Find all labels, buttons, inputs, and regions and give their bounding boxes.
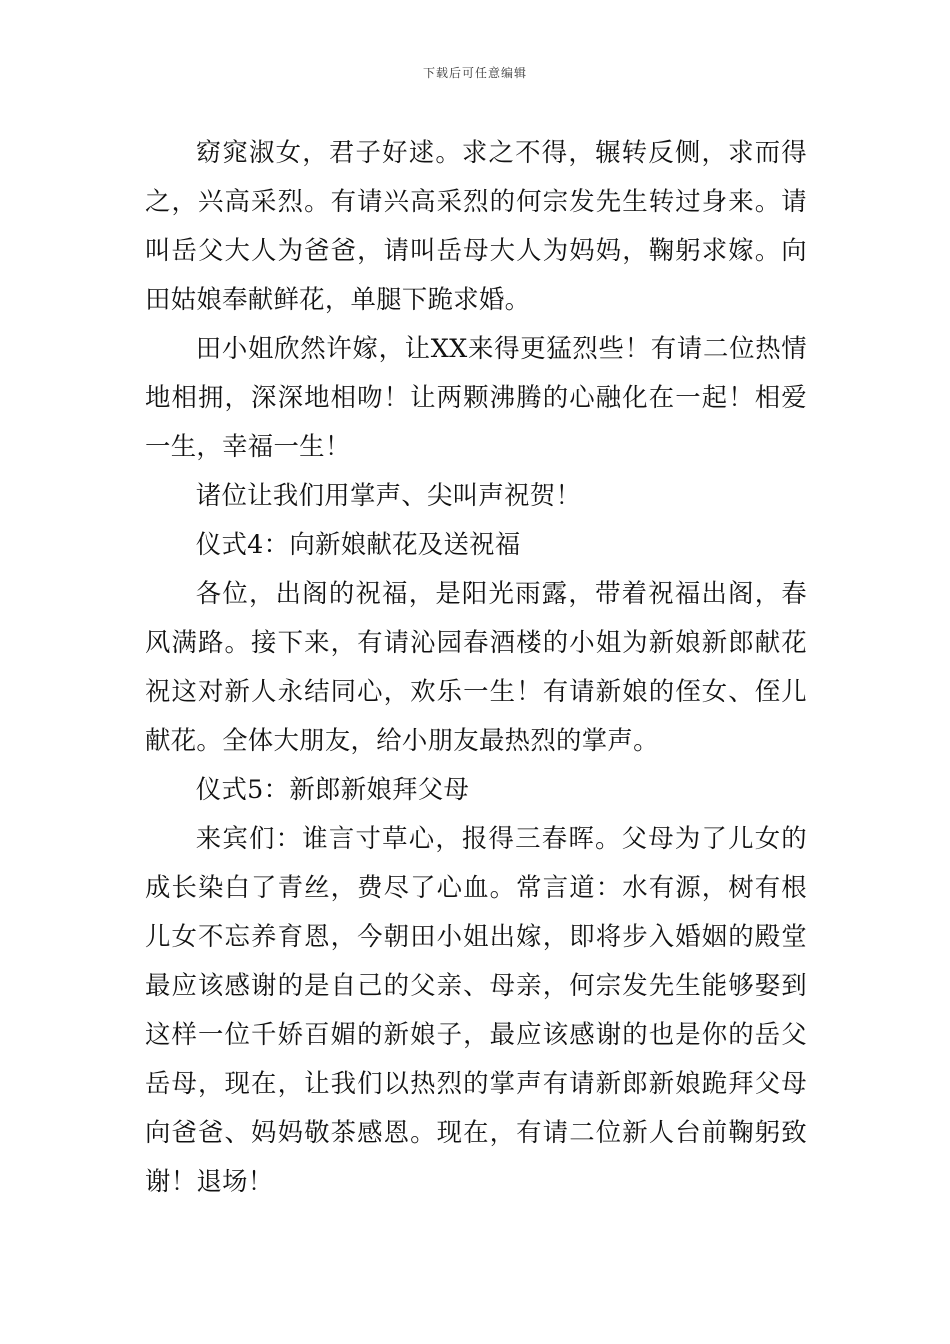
paragraph-applause: 诸位让我们用掌声、尖叫声祝贺！: [195, 480, 582, 510]
paragraph-parents: 来宾们：谁言寸草心，报得三春晖。父母为了儿女的成长染白了青丝，费尽了心血。常言道：水有源，树有根儿女不忘养育恩，今朝田小姐出嫁，即将步入婚姻的殿堂最应该感谢的是自己的父亲、母亲，何宗发先生能够娶到这样一位千娇百媚的新娘子，最应该感谢的也是你的岳父岳母，现在，让我们以热烈的掌声有请新郎新娘跪拜父母向爸爸、妈妈敬茶感恩。现在，有请二位新人台前鞠躬致谢！退场！: [145, 823, 807, 1196]
paragraph-flowers: 各位，出阁的祝福，是阳光雨露，带着祝福出阁，春风满路。接下来，有请沁园春酒楼的小姐为新娘新郎献花祝这对新人永结同心，欢乐一生！有请新娘的侄女、侄儿献花。全体大朋友，给小朋友最热烈的掌声。: [145, 578, 807, 755]
page-header: 下载后可任意编辑: [422, 66, 527, 80]
section-heading-ritual-5: 仪式5：新郎新娘拜父母: [195, 774, 470, 804]
document-body: [145, 128, 807, 1206]
section-heading-ritual-4: 仪式4：向新娘献花及送祝福: [195, 529, 521, 559]
paragraph-embrace: 田小姐欣然许嫁，让XX来得更猛烈些！有请二位热情地相拥，深深地相吻！让两颗沸腾的心融化在一起！相爱一生，幸福一生！: [145, 333, 807, 461]
paragraph-proposal: 窈窕淑女，君子好逑。求之不得，辗转反侧，求而得之，兴高采烈。有请兴高采烈的何宗发先生转过身来。请叫岳父大人为爸爸，请叫岳母大人为妈妈，鞠躬求嫁。向田姑娘奉献鲜花，单腿下跪求婚。: [145, 137, 807, 314]
